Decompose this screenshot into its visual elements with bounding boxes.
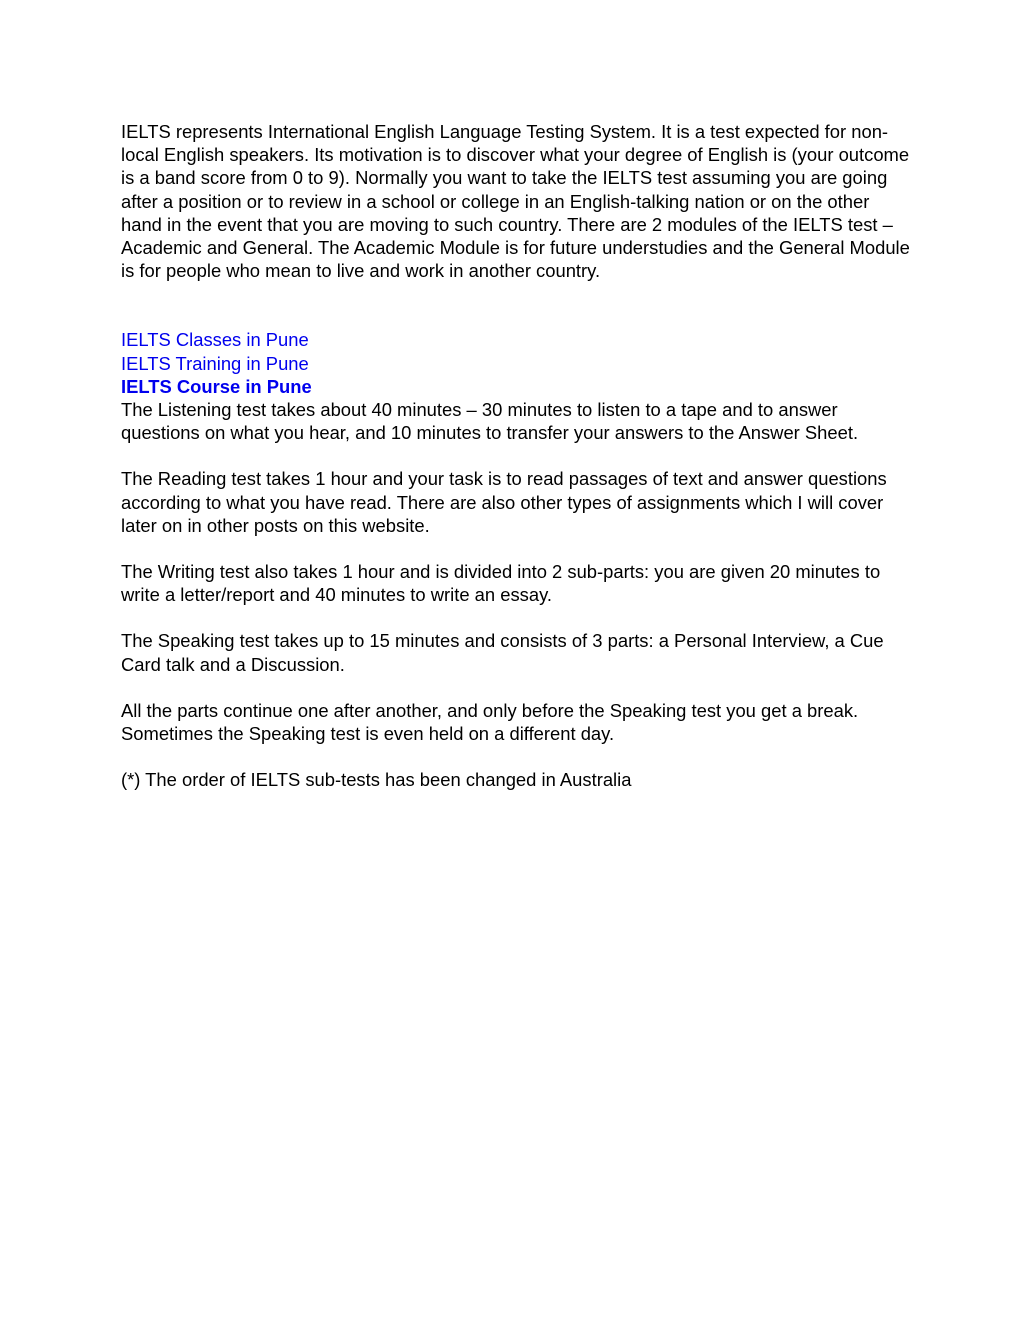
- spacer: [121, 745, 911, 768]
- speaking-paragraph: The Speaking test takes up to 15 minutes and consists of 3 parts: a Personal Interview, a Cue Card talk and a Discussion.: [121, 630, 884, 675]
- document-page: [121, 120, 911, 791]
- link-ielts-classes-in-pune[interactable]: IELTS Classes in Pune: [121, 329, 309, 351]
- spacer: [121, 537, 911, 560]
- writing-paragraph: The Writing test also takes 1 hour and is divided into 2 sub-parts: you are given 20 minutes to write a letter/report and 40 minutes to write an essay.: [121, 561, 881, 606]
- order-paragraph: All the parts continue one after another, and only before the Speaking test you get a break. Sometimes the Speaking test is even held on a different day.: [121, 699, 859, 745]
- footnote-paragraph: (*) The order of IELTS sub-tests has been changed in Australia: [121, 769, 632, 791]
- listening-paragraph: The Listening test takes about 40 minutes – 30 minutes to listen to a tape and to answer questions on what you hear, and 10 minutes to transfer your answers to the Answer Sheet.: [121, 399, 859, 444]
- intro-paragraph: IELTS represents International English Language Testing System. It is a test expected for non-local English speakers. Its motivation is to discover what your degree of English is (your outcome is a band score from 0 to 9). Normally you want to take the IELTS test assuming you are going after a position or to review in a school or college in an English-talking nation or on the other hand in the event that you are moving to such country. There are 2 modules of the IELTS test – Academic and General. The Academic Module is for future understudies and the General Module is for people who mean to live and work in another country.: [121, 121, 910, 282]
- link-ielts-training-in-pune[interactable]: IELTS Training in Pune: [121, 352, 309, 374]
- spacer: [121, 444, 911, 467]
- reading-paragraph: The Reading test takes 1 hour and your task is to read passages of text and answer questions according to what you have read. There are also other types of assignments which I will cover later on in other posts on this website.: [121, 468, 887, 536]
- spacer: [121, 606, 911, 629]
- spacer: [121, 676, 911, 699]
- spacer: [121, 282, 911, 328]
- link-ielts-course-in-pune[interactable]: IELTS Course in Pune: [121, 375, 312, 397]
